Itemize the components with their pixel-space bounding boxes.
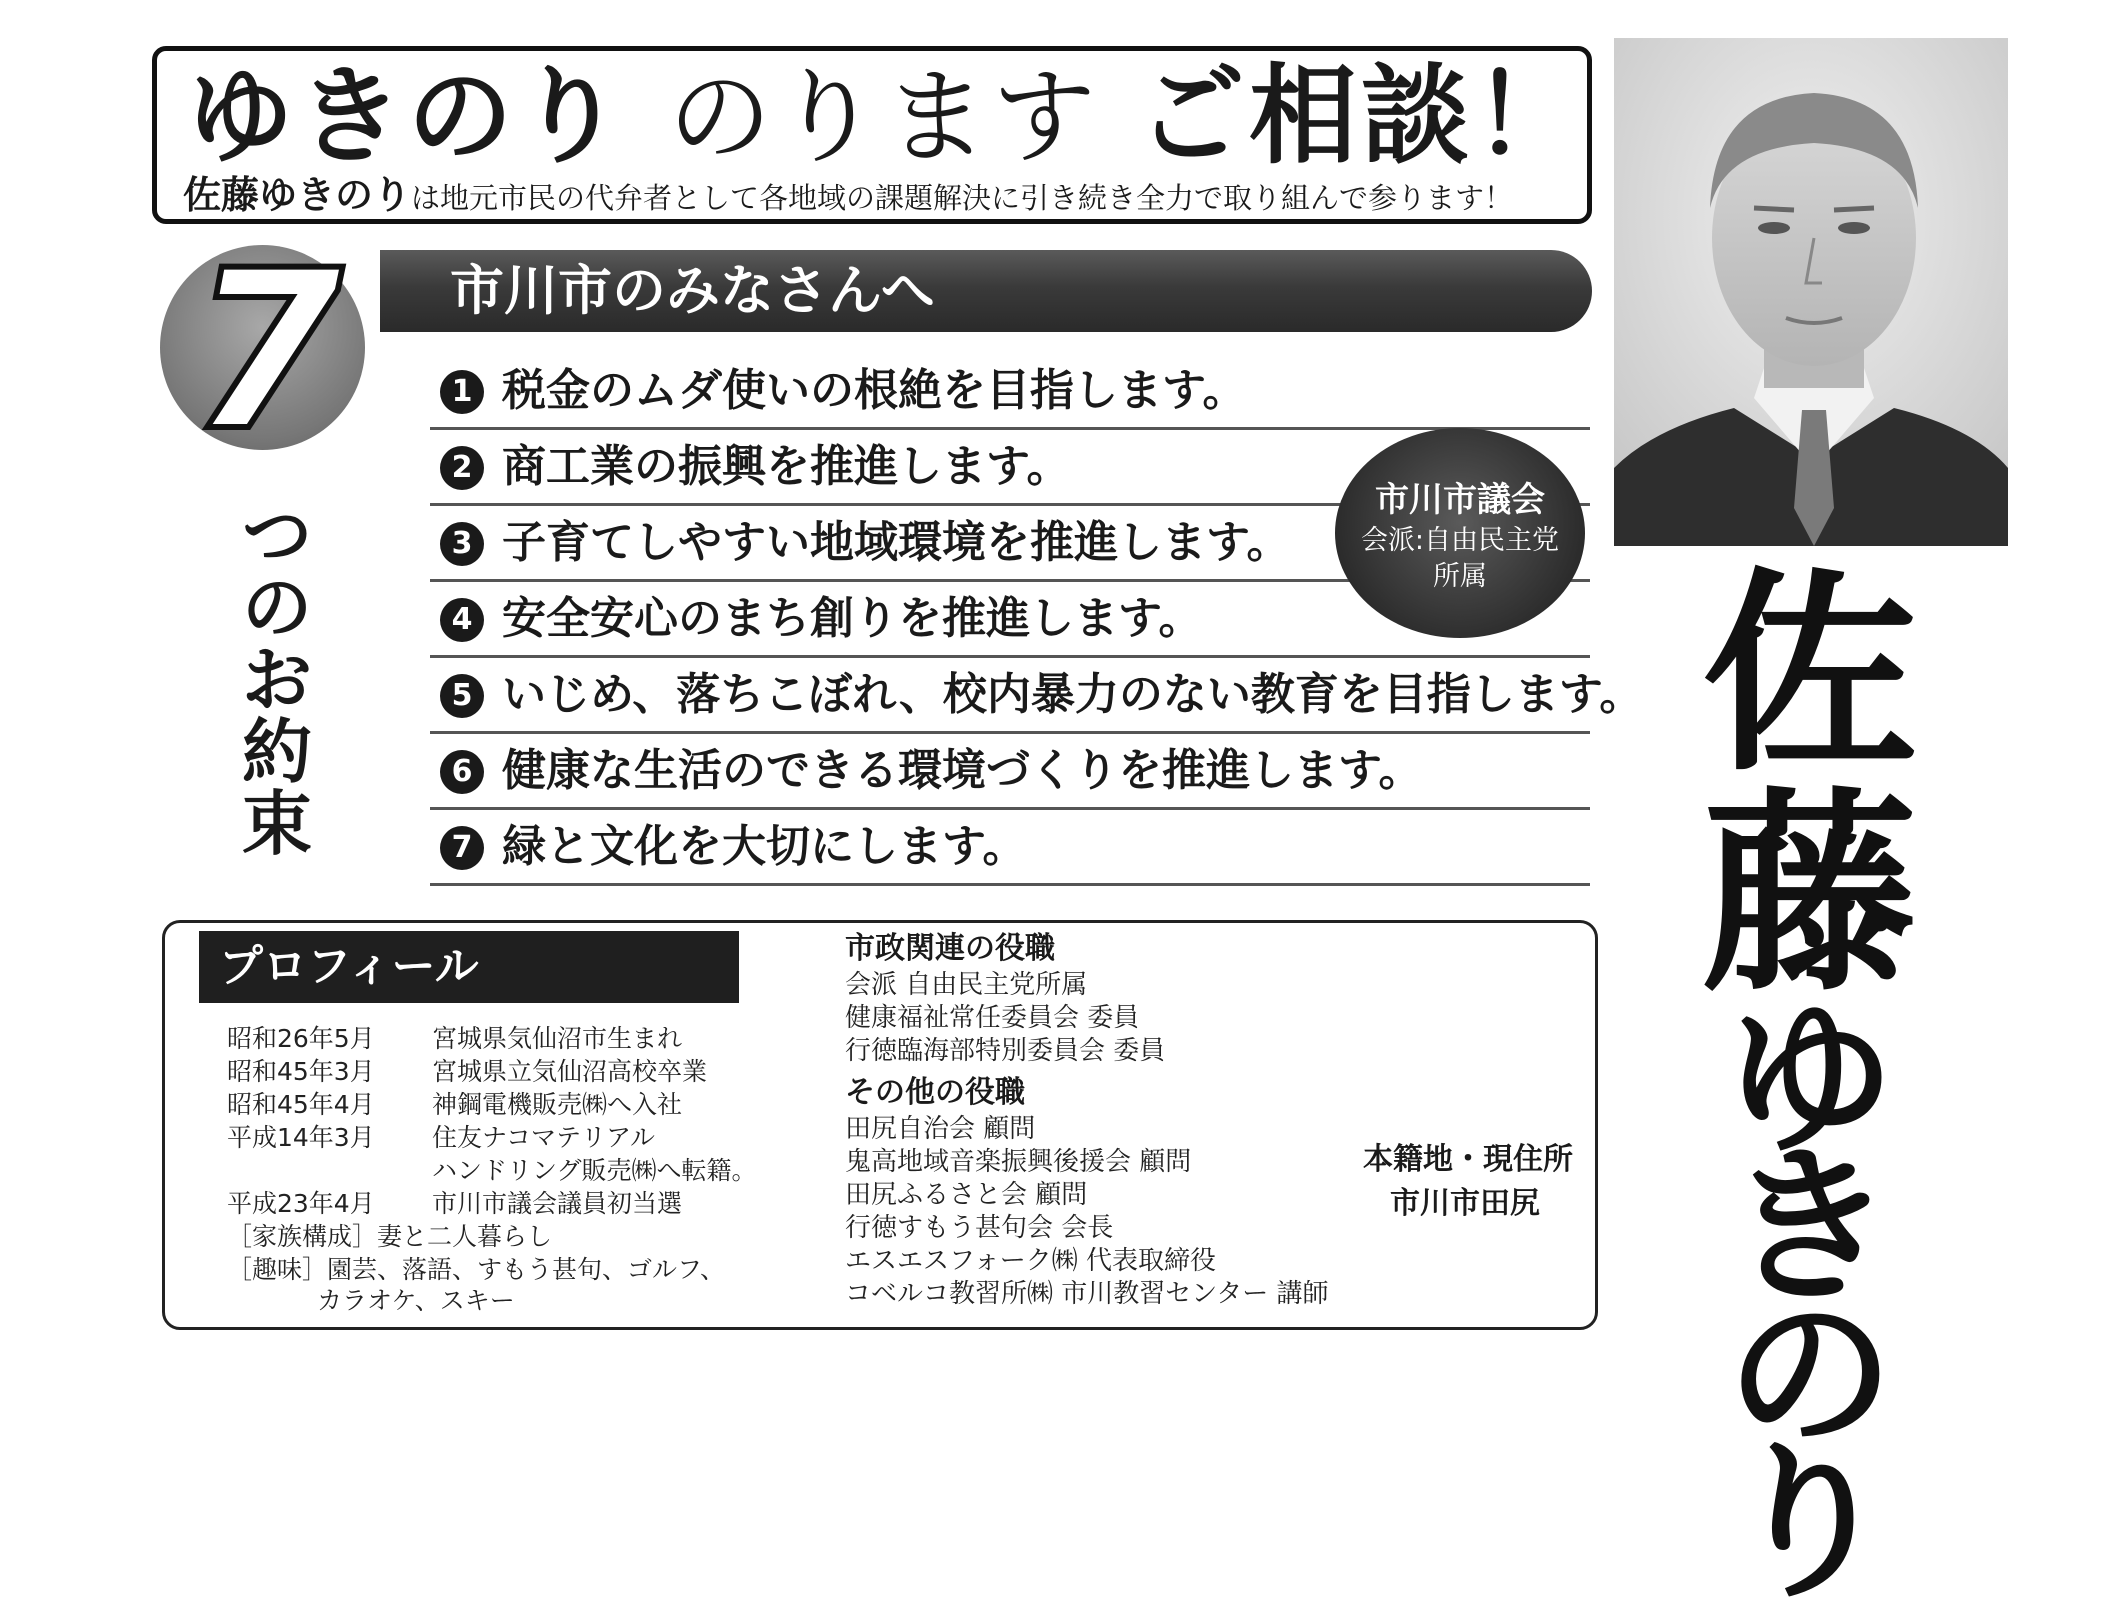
label-char: の (242, 567, 312, 649)
section-banner (380, 250, 1592, 332)
promise-text: 子育てしやすい地域環境を推進します。 (502, 517, 1291, 568)
promise-text: 税金のムダ使いの根絶を目指します。 (502, 365, 1247, 416)
hobby-line: カラオケ、スキー (317, 1286, 515, 1315)
label-char: 束 (242, 783, 312, 865)
headline-part-2: のります (667, 56, 1137, 178)
candidate-photo (1614, 38, 2008, 546)
number-6-icon: 6 (440, 750, 484, 794)
bio-line (227, 1188, 682, 1219)
label-char: つ (242, 495, 312, 577)
role-item: 鬼高地域音楽振興後援会 顧問 (845, 1147, 1192, 1177)
promise-item (430, 656, 1644, 734)
role-item: 行徳臨海部特別委員会 委員 (845, 1036, 1166, 1066)
bio-line (227, 1122, 655, 1153)
role-item: コベルコ教習所㈱ 市川教習センター 講師 (845, 1279, 1329, 1309)
bio-text: 住友ナコマテリアル (432, 1123, 656, 1152)
promise-text: いじめ、落ちこぼれ、校内暴力のない教育を目指します。 (502, 669, 1644, 720)
bio-date: 昭和45年4月 (227, 1090, 375, 1119)
bio-date: 昭和45年3月 (227, 1057, 375, 1086)
headline-part-3: ご相談！ (1136, 54, 1585, 179)
bio-date: 平成14年3月 (227, 1123, 375, 1152)
promises-vertical-label (232, 495, 322, 865)
party-name: 市川市議会 (1375, 480, 1545, 520)
promise-text: 安全安心のまち創りを推進します。 (502, 593, 1203, 644)
label-char: お (242, 639, 312, 721)
profile-title: プロフィール (219, 941, 479, 992)
name-char: 佐 (1702, 549, 1918, 800)
name-char: り (1726, 1425, 1894, 1621)
promise-text: 緑と文化を大切にします。 (502, 821, 1027, 872)
name-char: き (1726, 1129, 1894, 1325)
number-7-icon: 7 (440, 826, 484, 870)
role-item: 会派 自由民主党所属 (845, 970, 1088, 1000)
promise-count: 7 (190, 223, 344, 479)
family-line: ［家族構成］妻と二人暮らし (227, 1222, 553, 1251)
promise-item (430, 352, 1590, 430)
city-roles-title: 市政関連の役職 (845, 931, 1055, 966)
party-badge (1335, 428, 1585, 638)
number-4-icon: 4 (440, 598, 484, 642)
headline-part-1: ゆきのり (187, 55, 668, 178)
bio-text: 宮城県気仙沼市生まれ (432, 1024, 683, 1053)
other-roles-title: その他の役職 (845, 1075, 1025, 1110)
promise-text: 健康な生活のできる環境づくりを推進します。 (502, 745, 1423, 796)
role-item: 行徳すもう甚句会 会長 (845, 1213, 1114, 1243)
role-item: 健康福祉常任委員会 委員 (845, 1003, 1140, 1033)
bio-line (227, 1023, 682, 1054)
number-2-icon: 2 (440, 446, 484, 490)
promise-item (430, 808, 1590, 886)
portrait-illustration (1614, 38, 2008, 546)
address-value: 市川市田尻 (1390, 1186, 1540, 1221)
party-faction: 会派:自由民主党 (1360, 525, 1560, 556)
profile-box (162, 920, 1598, 1330)
name-char: ゆ (1726, 981, 1894, 1177)
number-5-icon: 5 (440, 674, 484, 718)
bio-date: 平成23年4月 (227, 1189, 375, 1218)
promise-text: 商工業の振興を推進します。 (502, 441, 1071, 492)
hobby-line: ［趣味］園芸、落語、すもう甚句、ゴルフ、 (227, 1255, 726, 1284)
role-item: エスエスフォーク㈱ 代表取締役 (845, 1246, 1216, 1276)
bio-line (227, 1155, 757, 1186)
label-char: 約 (242, 711, 312, 793)
promise-item (430, 732, 1590, 810)
headline-box (152, 46, 1592, 224)
number-3-icon: 3 (440, 522, 484, 566)
tagline-name: 佐藤ゆきのり (183, 173, 412, 217)
role-item: 田尻ふるさと会 顧問 (845, 1180, 1088, 1210)
tagline-text: は地元市民の代弁者として各地域の課題解決に引き続き全力で取り組んで参ります！ (411, 181, 1514, 215)
number-1-icon: 1 (440, 370, 484, 414)
name-char: の (1726, 1277, 1894, 1473)
section-title: 市川市のみなさんへ (450, 259, 935, 322)
headline (187, 54, 1585, 179)
bio-line (227, 1089, 682, 1120)
bio-text: 神鋼電機販売㈱へ入社 (432, 1090, 683, 1119)
bio-date: 昭和26年5月 (227, 1024, 375, 1053)
party-role: 所属 (1433, 561, 1487, 592)
bio-text: 宮城県立気仙沼高校卒業 (432, 1057, 708, 1086)
candidate-name (1680, 549, 1940, 1621)
role-item: 田尻自治会 顧問 (845, 1114, 1036, 1144)
bio-line (227, 1056, 707, 1087)
profile-header (199, 931, 739, 1003)
bio-text: 市川市議会議員初当選 (432, 1189, 683, 1218)
bio-text: ハンドリング販売㈱へ転籍。 (432, 1156, 757, 1185)
name-char: 藤 (1702, 769, 1918, 1020)
tagline (183, 173, 1513, 225)
address-label: 本籍地・現住所 (1363, 1142, 1573, 1177)
